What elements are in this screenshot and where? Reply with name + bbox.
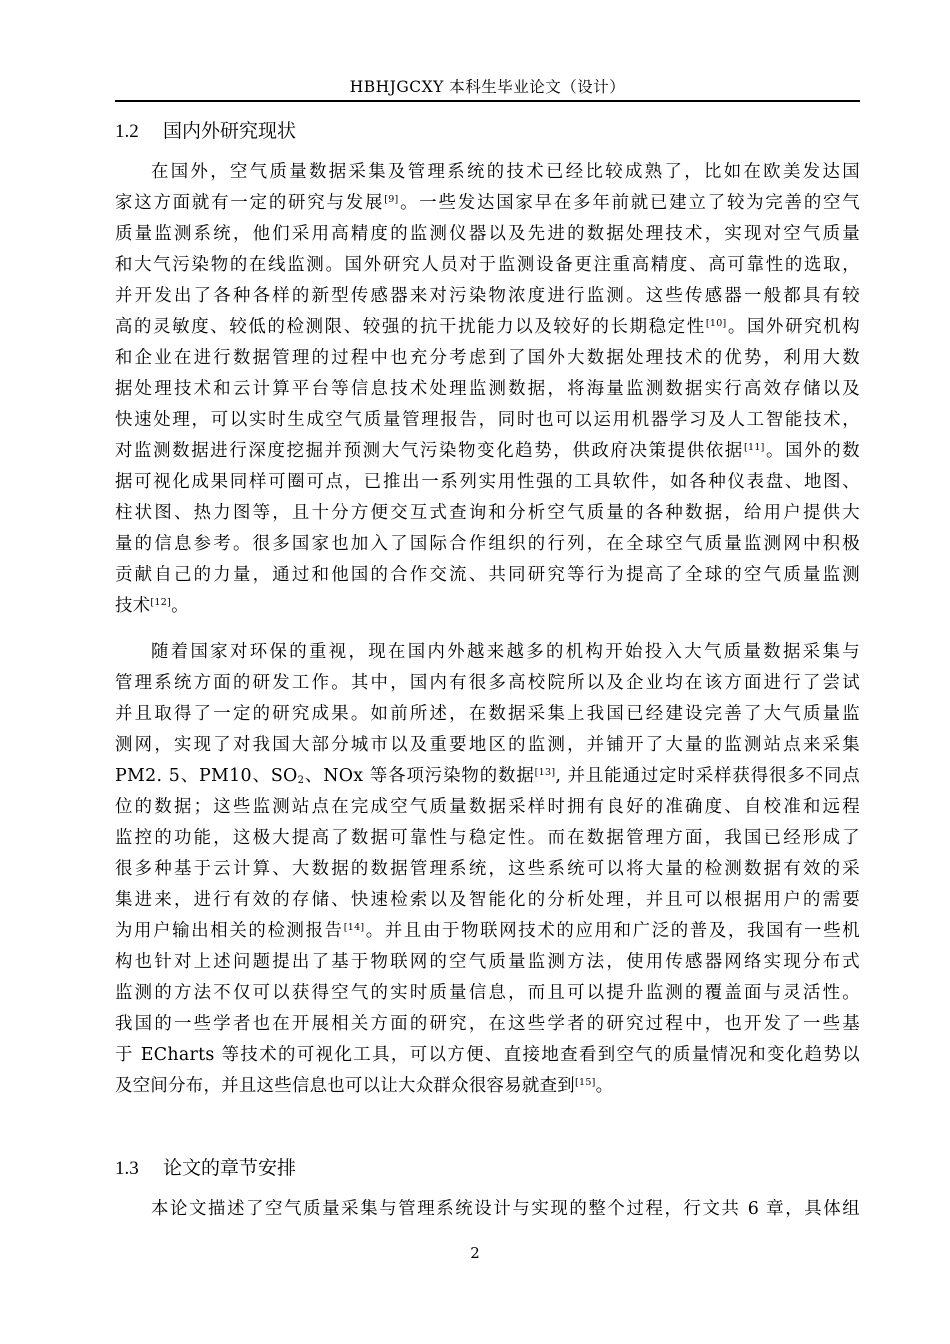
page-footer bbox=[0, 1243, 950, 1263]
paragraph-foreign-research bbox=[115, 157, 860, 622]
citation: [15] bbox=[574, 1077, 596, 1088]
text-line: 很多种基于云计算、大数据的数据管理系统，这些系统可以将大量的检测数据有效的采 bbox=[115, 859, 860, 879]
text-line: 高的灵敏度、较低的检测限、较强的抗干扰能力以及较好的长期稳定性[10]。国外研究机构 bbox=[115, 317, 860, 337]
text-line: 构也针对上述问题提出了基于物联网的空气质量监测方法，使用传感器网络实现分布式 bbox=[115, 952, 860, 972]
text-line: 及空间分布，并且这些信息也可以让大众群众很容易就查到[15]。 bbox=[115, 1076, 614, 1096]
text-line: 为用户输出相关的检测报告[14]。并且由于物联网技术的应用和广泛的普及，我国有一些机 bbox=[115, 921, 860, 941]
text-line: 测网，实现了对我国大部分城市以及重要地区的监测，并铺开了大量的监测站点来采集 bbox=[115, 735, 860, 755]
section-heading-1-2 bbox=[115, 117, 296, 146]
text-line: 位的数据；这些监测站点在完成空气质量数据采样时拥有良好的准确度、自校准和远程 bbox=[115, 797, 860, 817]
text-line: 我国的一些学者也在开展相关方面的研究，在这些学者的研究过程中，也开发了一些基 bbox=[115, 1014, 860, 1034]
header-title: HBHJGCXY 本科生毕业论文（设计） bbox=[349, 78, 626, 96]
subscript: 2 bbox=[297, 775, 305, 786]
citation: [11] bbox=[743, 442, 765, 453]
text-line: 对监测数据进行深度挖掘并预测大气污染物变化趋势，供政府决策提供依据[11]。国外的数 bbox=[115, 441, 860, 461]
text-line: 随着国家对环保的重视，现在国内外越来越多的机构开始投入大气质量数据采集与 bbox=[151, 642, 860, 662]
page-header bbox=[115, 74, 860, 102]
section-title: 国内外研究现状 bbox=[163, 120, 297, 142]
paragraph-chapter-arrangement bbox=[115, 1194, 860, 1225]
text-line: 并且取得了一定的研究成果。如前所述，在数据采集上我国已经建设完善了大气质量监 bbox=[115, 704, 860, 724]
text-line: 柱状图、热力图等，且十分方便交互式查询和分析空气质量的各种数据，给用户提供大 bbox=[115, 503, 860, 523]
text-line: 据处理技术和云计算平台等信息技术处理监测数据，将海量监测数据实行高效存储以及 bbox=[115, 379, 860, 399]
text-line: 监测的方法不仅可以获得空气的实时质量信息，而且可以提升监测的覆盖面与灵活性。 bbox=[115, 983, 860, 1003]
text-line: 质量监测系统，他们采用高精度的监测仪器以及先进的数据处理技术，实现对空气质量 bbox=[115, 224, 860, 244]
text-line: PM2. 5、PM10、$SO_2$、NOx 等各项污染物的数据[13], 并且能通过定时采样获得很多不同点 bbox=[115, 766, 860, 786]
section-heading-1-3 bbox=[115, 1154, 296, 1183]
section-title: 论文的章节安排 bbox=[163, 1157, 297, 1179]
text-line: 和大气污染物的在线监测。国外研究人员对于监测设备更注重高精度、高可靠性的选取， bbox=[115, 255, 860, 275]
text-line: 集进来，进行有效的存储、快速检索以及智能化的分析处理，并且可以根据用户的需要 bbox=[115, 890, 860, 910]
text-line: 技术[12]。 bbox=[115, 596, 189, 616]
text-line: 在国外，空气质量数据采集及管理系统的技术已经比较成熟了，比如在欧美发达国 bbox=[151, 162, 860, 182]
section-number: 1.2 bbox=[115, 121, 139, 142]
text-line: 并开发出了各种各样的新型传感器来对污染物浓度进行监测。这些传感器一般都具有较 bbox=[115, 286, 860, 306]
text-line: 管理系统方面的研发工作。其中，国内有很多高校院所以及企业均在该方面进行了尝试 bbox=[115, 673, 860, 693]
text-line: 快速处理，可以实时生成空气质量管理报告，同时也可以运用机器学习及人工智能技术， bbox=[115, 410, 860, 430]
citation: [14] bbox=[343, 922, 365, 933]
citation: [10] bbox=[705, 318, 727, 329]
paragraph-domestic-research bbox=[115, 637, 860, 1102]
text-line: 监控的功能，这极大提高了数据可靠性与稳定性。而在数据管理方面，我国已经形成了 bbox=[115, 828, 860, 848]
page-number: 2 bbox=[470, 1244, 480, 1262]
text-line: 本论文描述了空气质量采集与管理系统设计与实现的整个过程，行文共 6 章，具体组 bbox=[151, 1199, 860, 1219]
citation: [13] bbox=[534, 767, 556, 778]
citation: [12] bbox=[150, 597, 172, 608]
citation: [9] bbox=[384, 194, 399, 205]
text-line: 贡献自己的力量，通过和他国的合作交流、共同研究等行为提高了全球的空气质量监测 bbox=[115, 565, 860, 585]
text-line: 量的信息参考。很多国家也加入了国际合作组织的行列，在全球空气质量监测网中积极 bbox=[115, 534, 860, 554]
section-number: 1.3 bbox=[115, 1158, 139, 1179]
text-line: 据可视化成果同样可圈可点，已推出一系列实用性强的工具软件，如各种仪表盘、地图、 bbox=[115, 472, 860, 492]
text-line: 于 ECharts 等技术的可视化工具，可以方便、直接地查看到空气的质量情况和变化趋势以 bbox=[115, 1045, 860, 1065]
text-line: 和企业在进行数据管理的过程中也充分考虑到了国外大数据处理技术的优势，利用大数 bbox=[115, 348, 860, 368]
text-line: 家这方面就有一定的研究与发展[9]。一些发达国家早在多年前就已建立了较为完善的空气 bbox=[115, 193, 860, 213]
